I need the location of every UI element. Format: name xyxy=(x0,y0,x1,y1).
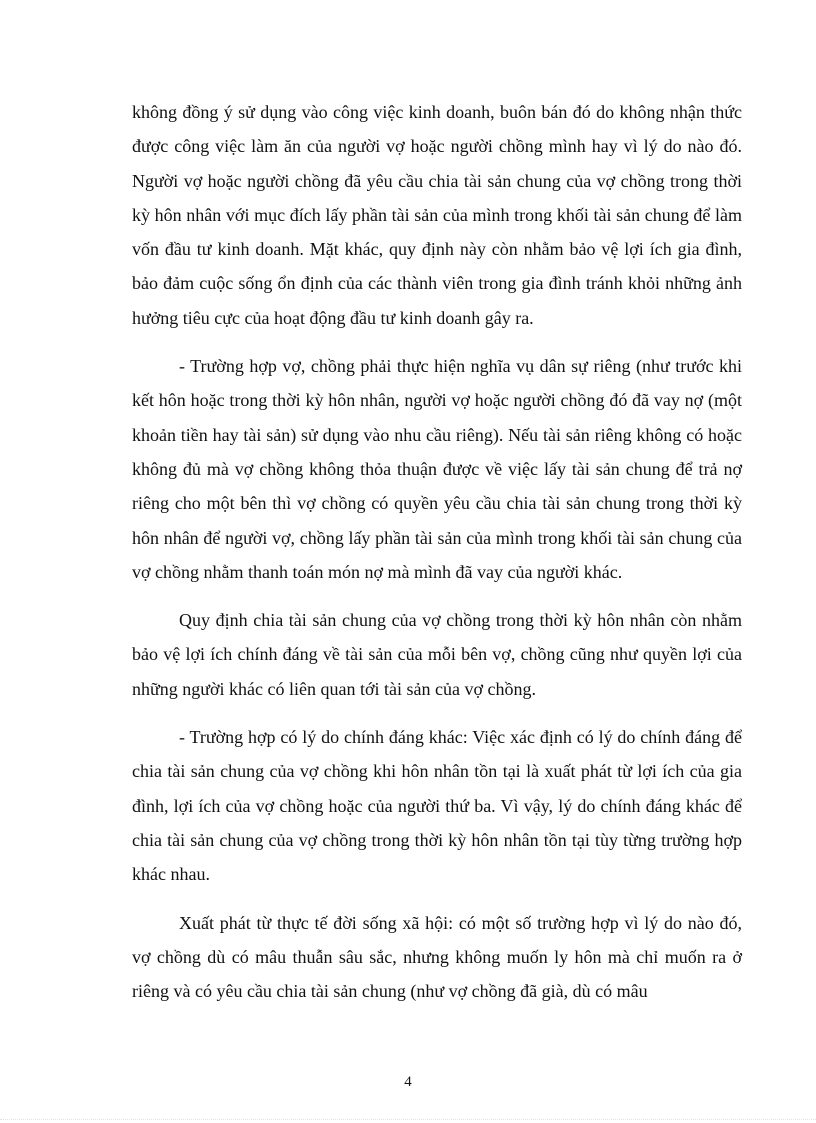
paragraph-4: - Trường hợp có lý do chính đáng khác: Việc xác định có lý do chính đáng để chia tài sản chung của vợ chồng khi hôn nhân tồn tại là xuất phát từ lợi ích của gia đình, lợi ích của vợ chồng hoặc của người thứ ba. Vì vậy, lý do chính đáng khác để chia tài sản chung của vợ chồng trong thời kỳ hôn nhân tồn tại tùy từng trường hợp khác nhau. xyxy=(132,727,742,885)
paragraph-5: Xuất phát từ thực tế đời sống xã hội: có một số trường hợp vì lý do nào đó, vợ chồng dù có mâu thuẫn sâu sắc, nhưng không muốn ly hôn mà chỉ muốn ra ở riêng và có yêu cầu chia tài sản chung (như vợ chồng đã già, dù có mâu xyxy=(132,912,742,1002)
paragraph-3: Quy định chia tài sản chung của vợ chồng trong thời kỳ hôn nhân còn nhằm bảo vệ lợi ích chính đáng về tài sản của mỗi bên vợ, chồng cũng như quyền lợi của những người khác có liên quan tới tài sản của vợ chồng. xyxy=(132,610,742,699)
document-body xyxy=(132,95,742,1008)
bottom-divider xyxy=(0,1119,816,1120)
paragraph-2: - Trường hợp vợ, chồng phải thực hiện nghĩa vụ dân sự riêng (như trước khi kết hôn hoặc trong thời kỳ hôn nhân, người vợ hoặc người chồng đó đã vay nợ (một khoản tiền hay tài sản) sử dụng vào nhu cầu riêng). Nếu tài sản riêng không có hoặc không đủ mà vợ chồng không thỏa thuận được về việc lấy tài sản chung để trả nợ riêng cho một bên thì vợ chồng có quyền yêu cầu chia tài sản chung trong thời kỳ hôn nhân để người vợ, chồng lấy phần tài sản của mình trong khối tài sản chung của vợ chồng nhằm thanh toán món nợ mà mình đã vay của người khác. xyxy=(132,356,742,582)
paragraph-1: không đồng ý sử dụng vào công việc kinh doanh, buôn bán đó do không nhận thức được công việc làm ăn của người vợ hoặc người chồng mình hay vì lý do nào đó. Người vợ hoặc người chồng đã yêu cầu chia tài sản chung của vợ chồng trong thời kỳ hôn nhân với mục đích lấy phần tài sản của mình trong khối tài sản chung để làm vốn đầu tư kinh doanh. Mặt khác, quy định này còn nhằm bảo vệ lợi ích gia đình, bảo đảm cuộc sống ổn định của các thành viên trong gia đình tránh khỏi những ảnh hưởng tiêu cực của hoạt động đầu tư kinh doanh gây ra. xyxy=(132,102,742,328)
page-number: 4 xyxy=(404,1074,412,1090)
